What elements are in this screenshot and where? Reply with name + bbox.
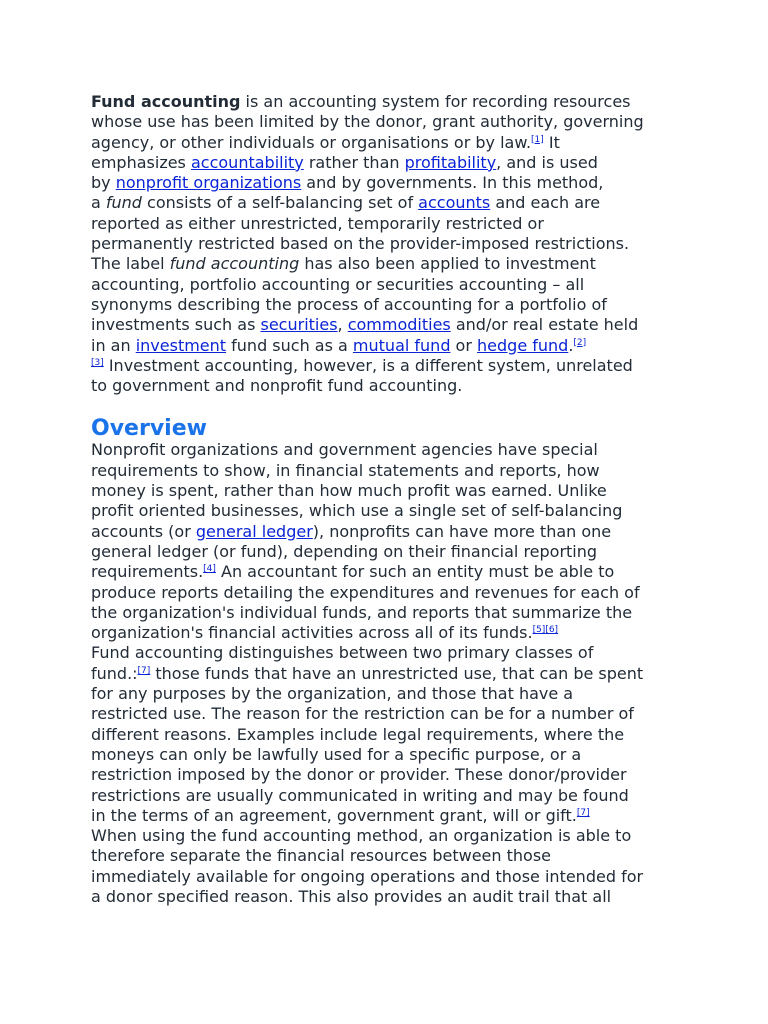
overview-line-14 [91,704,681,724]
text-span: ), nonprofits can have more than one [312,521,612,541]
overview-line-20 [91,826,681,846]
italic-fund-accounting: fund accounting [169,254,300,274]
text-span: general ledger (or fund), depending on their financial reporting [91,541,598,561]
text-span: produce reports detailing the expenditures and revenues for each of [91,582,640,602]
term-fund-accounting: Fund accounting [91,92,241,111]
text-span: restricted use. The reason for the restriction can be for a number of [91,704,634,724]
intro-line-5 [91,173,681,193]
text-span: accounting, portfolio accounting or securities accounting – all [91,274,585,294]
overview-line-12 [91,664,681,684]
text-span: and by governments. In this method, [301,173,604,193]
text-span: When using the fund accounting method, an organization is able to [91,826,632,846]
text-span: and each are [490,193,601,213]
intro-line-6 [91,193,681,213]
intro-line-2 [91,112,681,132]
article-body [91,92,681,907]
text-span: The label [91,254,170,274]
text-span: , and is used [496,152,598,172]
text-span: rather than [303,152,405,172]
text-span: or [450,335,478,355]
text-span: emphasizes [91,152,191,172]
intro-line-10 [91,275,681,295]
overview-line-11 [91,643,681,663]
citation-link[interactable]: [4] [203,564,216,575]
text-span: to government and nonprofit fund accounting. [91,376,463,396]
text-span: restrictions are usually communicated in writing and may be found [91,785,629,805]
text-span: in the terms of an agreement, government grant, will or gift. [91,805,577,825]
overview-line-18 [91,786,681,806]
link-accounts[interactable]: accounts [418,193,491,213]
text-span: fund.: [91,663,138,683]
citation-3[interactable] [91,358,104,368]
citation-7[interactable] [138,666,151,676]
link-profitability[interactable]: profitability [404,152,497,172]
overview-line-21 [91,846,681,866]
italic-fund: fund [105,193,142,213]
overview-line-6 [91,542,681,562]
citation-link[interactable]: [5] [532,625,546,636]
intro-line-8 [91,234,681,254]
text-span: immediately available for ongoing operations and those intended for [91,866,644,886]
text-span: money is spent, rather than how much profit was earned. Unlike [91,481,607,501]
overview-line-1 [91,440,681,460]
text-span: those funds that have an unrestricted use, that can be spent [150,663,644,683]
text-span: profit oriented businesses, which use a single set of self-balancing [91,501,623,521]
link-securities[interactable]: securities [260,315,338,335]
citation-link[interactable]: [3] [91,357,104,368]
intro-line-1 [91,92,681,112]
text-span: requirements. [91,562,204,582]
text-span: moneys can only be lawfully used for a specific purpose, or a [91,744,582,764]
overview-line-13 [91,684,681,704]
overview-line-7 [91,562,681,582]
citation-5[interactable] [533,625,546,635]
text-span: accounts (or [91,521,196,541]
text-span: requirements to show, in financial statements and reports, how [91,460,600,480]
overview-line-9 [91,603,681,623]
link-commodities[interactable]: commodities [347,315,451,335]
overview-line-3 [91,481,681,501]
text-span: is an accounting system for recording resources [240,92,631,111]
text-span: , [337,315,348,335]
text-span: It [543,132,560,152]
text-span: whose use has been limited by the donor, grant authority, governing [91,112,644,132]
citation-2[interactable] [573,338,586,348]
overview-line-2 [91,461,681,481]
intro-line-11 [91,295,681,315]
text-span: . [568,335,574,355]
text-span: the organization's individual funds, and reports that summarize the [91,602,633,622]
text-span: and/or real estate held [450,315,639,335]
text-span: in an [91,335,136,355]
text-span: agency, or other individuals or organisations or by law. [91,132,532,152]
text-span: different reasons. Examples include legal requirements, where the [91,724,625,744]
text-span: synonyms describing the process of accounting for a portfolio of [91,294,607,314]
text-span: An accountant for such an entity must be able to [215,562,615,582]
intro-line-7 [91,214,681,234]
text-span: permanently restricted based on the provider-imposed restrictions. [91,234,630,254]
citation-link[interactable]: [2] [573,337,587,348]
overview-line-15 [91,725,681,745]
overview-line-17 [91,765,681,785]
text-span: Nonprofit organizations and government agencies have special [91,440,598,460]
text-span: organization's financial activities across all of its funds. [91,623,533,643]
intro-line-4 [91,153,681,173]
link-hedge-fund[interactable]: hedge fund [477,335,569,355]
link-mutual-fund[interactable]: mutual fund [352,335,451,355]
link-general-ledger[interactable]: general ledger [195,521,313,541]
overview-line-10 [91,623,681,643]
citation-1[interactable] [531,135,544,145]
overview-line-5 [91,522,681,542]
link-accountability[interactable]: accountability [190,152,304,172]
citation-link[interactable]: [7] [137,665,151,676]
overview-line-8 [91,583,681,603]
intro-line-12 [91,315,681,335]
link-nonprofit-organizations[interactable]: nonprofit organizations [115,173,302,193]
text-span: reported as either unrestricted, temporarily restricted or [91,213,544,233]
link-investment[interactable]: investment [135,335,227,355]
text-span: restriction imposed by the donor or provider. These donor/provider [91,765,627,785]
text-span: a donor specified reason. This also provides an audit trail that all [91,886,612,906]
citation-link[interactable]: [7] [576,807,590,818]
text-span: consists of a self-balancing set of [141,193,419,213]
text-span: therefore separate the financial resources between those [91,846,551,866]
intro-line-15 [91,376,681,396]
overview-line-22 [91,867,681,887]
citation-link[interactable]: [6] [545,625,559,636]
intro-line-9 [91,254,681,274]
citation-7b[interactable] [577,808,590,818]
text-span: has also been applied to investment [299,254,596,274]
text-span: by [91,173,116,193]
intro-line-13 [91,336,681,356]
overview-line-19 [91,806,681,826]
intro-line-3 [91,133,681,153]
text-span: fund such as a [226,335,353,355]
citation-6[interactable] [545,625,558,635]
overview-line-16 [91,745,681,765]
text-span: a [91,193,106,213]
overview-heading: Overview [91,416,207,442]
text-span: investments such as [91,315,261,335]
overview-line-23 [91,887,681,907]
intro-line-14 [91,356,681,376]
citation-4[interactable] [203,564,216,574]
text-span: Fund accounting distinguishes between two primary classes of [91,643,594,663]
citation-link[interactable]: [1] [531,134,544,145]
text-span: Investment accounting, however, is a different system, unrelated [103,355,633,375]
text-span: for any purposes by the organization, and those that have a [91,684,574,704]
overview-line-4 [91,501,681,521]
